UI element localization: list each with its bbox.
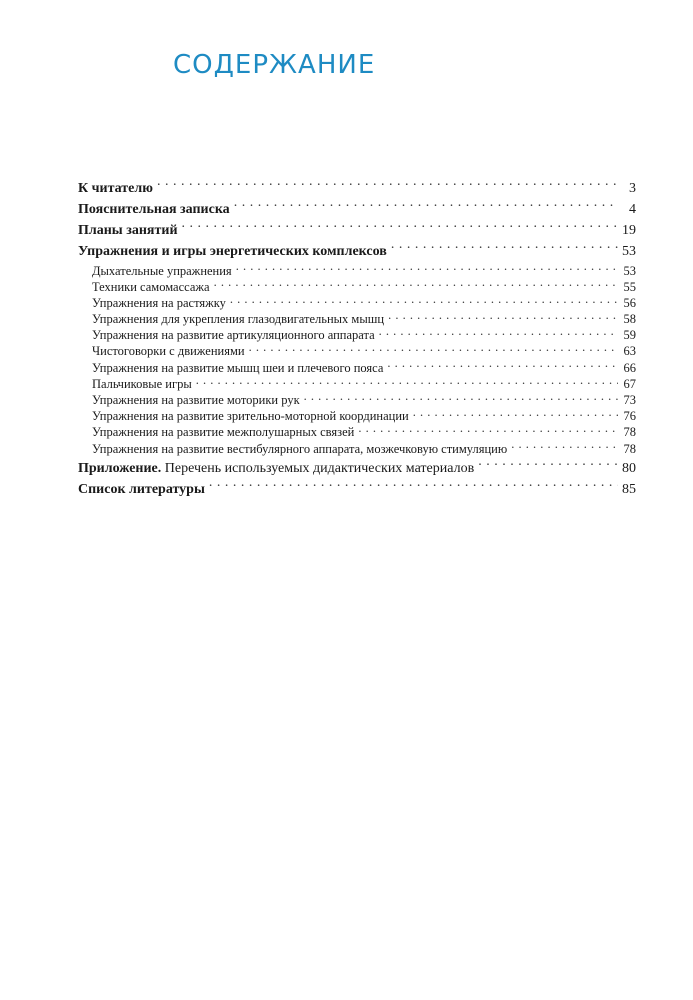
dot-leader [214,278,618,291]
toc-subentry-page: 56 [623,295,636,310]
toc-subentry-label: Техники самомассажа [92,279,210,294]
dot-leader [249,343,618,356]
toc-subentry-page: 59 [623,328,636,343]
toc-entry-label: Упражнения и игры энергетических комплексов [78,244,387,259]
toc-subentry[interactable] [78,262,636,278]
toc-subentry[interactable] [78,327,636,343]
toc-subentry[interactable] [78,311,636,327]
dot-leader [196,375,618,388]
toc-entry-exercises[interactable] [78,241,636,262]
toc-entry-label: К читателю [78,181,153,196]
toc-subentry-page: 67 [623,376,636,391]
dot-leader [511,440,618,453]
appendix-label-bold: Приложение. [78,461,162,477]
toc-subentry-page: 58 [623,312,636,327]
dot-leader [209,479,618,493]
toc-subentry-page: 78 [623,441,636,456]
toc-subentry-label: Упражнения на развитие вестибулярного аппарата, мозжечковую стимуляцию [92,441,508,456]
dot-leader [379,327,618,340]
toc-subentry[interactable] [78,408,636,424]
dot-leader [387,359,618,372]
toc-subentry-page: 76 [623,409,636,424]
toc-entry-page: 19 [622,223,636,238]
toc-subentry-page: 78 [623,425,636,440]
toc-entry-reader[interactable] [78,178,636,199]
toc-entry-label: Список литературы [78,482,205,498]
toc-entry-label: Пояснительная записка [78,202,230,217]
toc-subentry[interactable] [78,440,636,456]
toc-entry-page: 85 [622,482,636,498]
toc-subentry-page: 63 [623,344,636,359]
toc-subentry[interactable] [78,375,636,391]
dot-leader [391,241,618,255]
dot-leader [230,294,618,307]
toc-entry-page: 4 [629,202,636,217]
dot-leader [304,392,618,405]
toc-subentry-label: Чистоговорки с движениями [92,344,245,359]
toc-entry-note[interactable] [78,199,636,220]
table-of-contents [78,178,636,500]
toc-subentry-label: Упражнения на развитие мышц шеи и плечевого пояса [92,360,384,375]
appendix-label-rest: Перечень используемых дидактических материалов [161,461,475,477]
toc-subentry-label: Упражнения для укрепления глазодвигательных мышц [92,312,385,327]
page-title: СОДЕРЖАНИЕ [173,50,376,80]
toc-subentry-label: Упражнения на развитие межполушарных связей [92,425,355,440]
toc-subentry[interactable] [78,343,636,359]
dot-leader [236,262,618,275]
toc-entry-literature[interactable] [78,479,636,500]
toc-subentry-page: 66 [623,360,636,375]
dot-leader [182,220,618,234]
toc-subentry-label: Дыхательные упражнения [92,263,232,278]
toc-subentry-label: Упражнения на развитие зрительно-моторной координации [92,409,409,424]
toc-subentry-label: Пальчиковые игры [92,376,192,391]
toc-entry-plans[interactable] [78,220,636,241]
dot-leader [234,199,618,213]
toc-subentry-label: Упражнения на растяжку [92,295,226,310]
toc-subentry-label: Упражнения на развитие моторики рук [92,393,300,407]
toc-subentry-page: 55 [623,279,636,294]
toc-subentry[interactable] [78,392,636,408]
toc-subentry[interactable] [78,424,636,440]
dot-leader [358,424,618,437]
toc-subentry-page: 73 [623,393,636,407]
toc-entry-label: Планы занятий [78,223,178,238]
toc-entry-page: 53 [622,244,636,259]
toc-subentry[interactable] [78,294,636,310]
toc-subentry-label: Упражнения на развитие артикуляционного аппарата [92,328,375,343]
toc-entry-page: 80 [622,461,636,477]
dot-leader [388,311,618,324]
toc-subentry-page: 53 [623,263,636,278]
dot-leader [478,458,618,472]
toc-entry-page: 3 [629,181,636,196]
dot-leader [413,408,618,421]
dot-leader [157,178,618,192]
toc-subentry[interactable] [78,278,636,294]
toc-entry-label [78,458,474,479]
toc-entry-appendix[interactable] [78,458,636,479]
toc-subentry[interactable] [78,359,636,375]
